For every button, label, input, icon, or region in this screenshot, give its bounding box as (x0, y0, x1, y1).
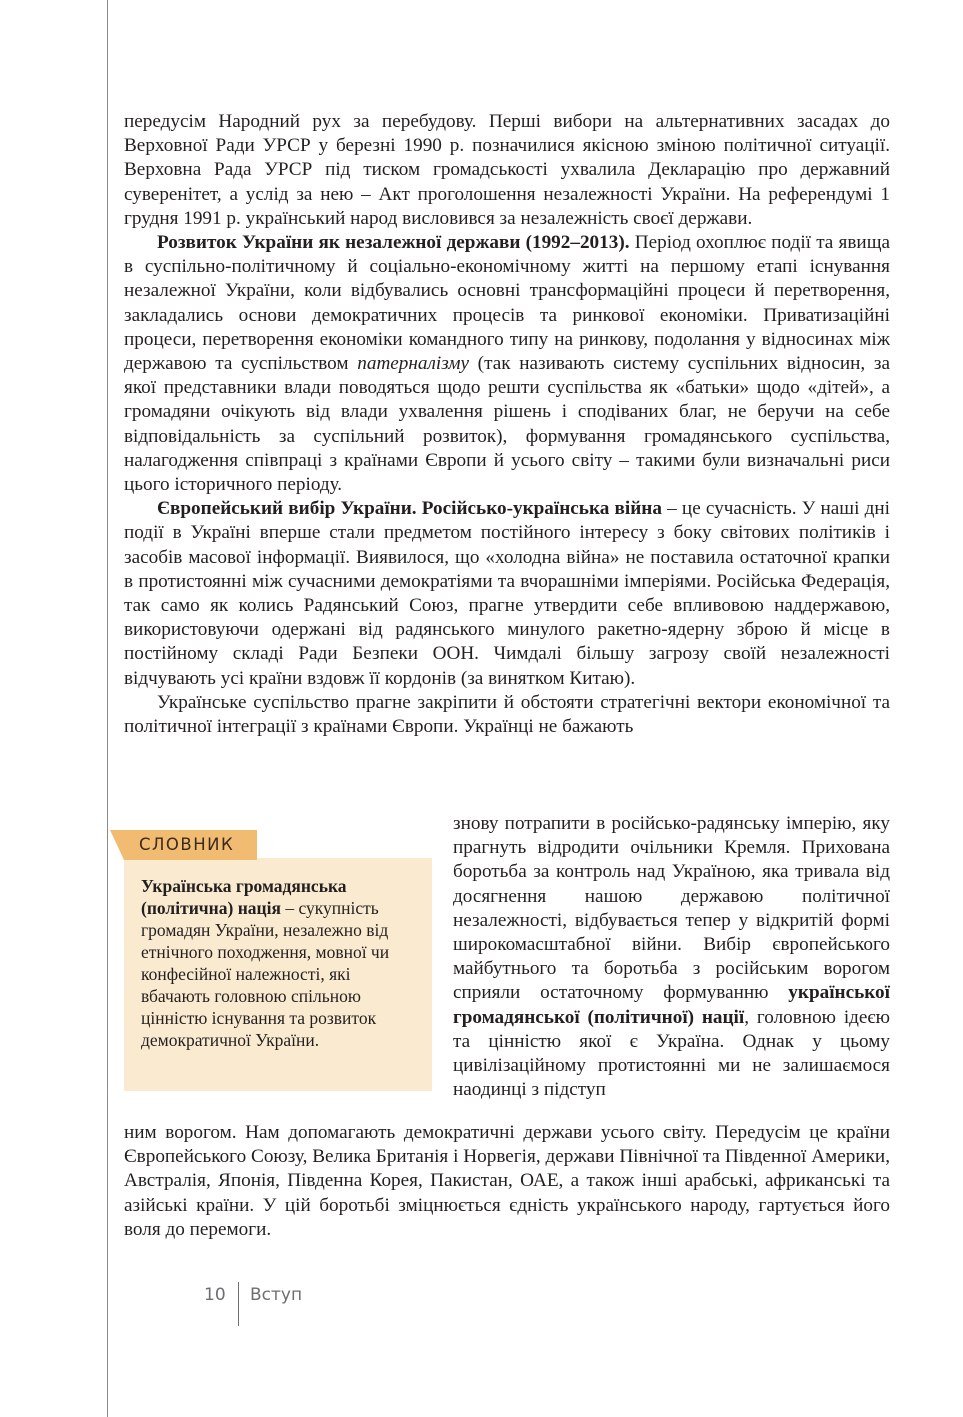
paragraph-2-text-a: Період охоплює події та явища в суспільно-політичному й соціально-економічному житті на першому етапі існування незалежної України, коли відбувались основні трансформаційні процеси й перетворення, закладались основи демократичних процесів та ринкової економіки. Приватизаційні процеси, перетворення економіки командного типу на ринкову, подолання у відносинах між державою та суспільством (124, 232, 890, 375)
paragraph-2 (124, 231, 890, 497)
paragraph-1-text: передусім Народний рух за перебудову. Перші вибори на альтернативних засадах до Верховної Ради УРСР у березні 1990 р. позначилися якісною зміною політичної ситуації. Верховна Рада УРСР під тиском громадськості ухвалила Декларацію про державний суверенітет, а услід за нею – Акт проголошення незалежності України. На референдумі 1 грудня 1991 р. український народ висловився за незалежність своєї держави. (124, 111, 890, 229)
paragraph-4-wrap-text-a: знову потрапити в російсько-радянську імперію, яку прагнуть відродити очільники Кремля. Прихована боротьба за контроль над Україною, яка тривала від досягнення нашою державою політичної незалежності, відбувається тепер у відкритій формі широкомасштабної війни. Вибір європейського майбутнього та боротьба з російським ворогом сприяли остаточному формуванню (453, 813, 890, 1004)
main-text-bottom (124, 1121, 890, 1242)
glossary-label: СЛОВНИК (139, 835, 235, 854)
term-paternalism: патерналізму (357, 353, 469, 375)
glossary-definition: – сукупність громадян України, незалежно від етнічного походження, мовної чи конфесійної належності, які вбачають головною спільною цінністю існування та розвиток демократичної України. (141, 898, 390, 1050)
section-heading-european-choice: Європейський вибір України. Російсько-українська війна (157, 498, 662, 520)
glossary-entry (141, 875, 411, 1051)
footer-divider (238, 1282, 239, 1326)
paragraph-4-wrap-text-b: , головною ідеєю та цінністю якої є Україна. Однак у цьому цивілізаційному протистоянні ми не залишаємося наодинці з підступ (453, 1006, 890, 1101)
paragraph-4-end-text: ним ворогом. Нам допомагають демократичні держави усього світу. Передусім це країни Європейського Союзу, Велика Британія і Норвегія, держави Північної та Південної Америки, Австралія, Японія, Південна Корея, Пакистан, ОАЕ, а також інші арабські, африканські та азійські країни. У цій боротьбі зміцнюється єдність українського народу, гартується його воля до перемоги. (124, 1122, 890, 1240)
main-text-top (124, 110, 890, 739)
term-civic-nation: української громадянської (політичної) нації (453, 982, 890, 1028)
paragraph-3-text: – це сучасність. У наші дні події в Україні вперше стали предметом постійного інтересу з боку світових політиків і засобів масової інформації. Виявилося, що «холодна війна» не поставила остаточної крапки в протистоянні між сучасними демократіями та вчорашніми імперіями. Російська Федерація, так само як колись Радянський Союз, прагне утвердити себе впливовою наддержавою, використовуючи одержані від радянського минулого ракетно-ядерну зброю й місце в постійному складі Ради Безпеки ООН. Чимдалі більшу загрозу своїй незалежності відчувають усі країни вздовж її кордонів (за винятком Китаю). (124, 498, 890, 689)
footer-section-title: Вступ (250, 1285, 303, 1305)
paragraph-4-start-text: Українське суспільство прагне закріпити й обстояти стратегічні вектори економічної та політичної інтеграції з країнами Європи. Українці не бажають (124, 691, 890, 738)
glossary-term: Українська громадянська (політична) нація (141, 876, 347, 918)
paragraph-2-text-b: (так називають систему суспільних відносин, за якої представники влади поводяться щодо решти суспільства як «батьки» щодо «дітей», а громадяни очікують від влади ухвалення рішень і сподіваних благ, не беручи на себе відповідальність за суспільний розвиток), формування громадянського суспільства, налагодження співпраці з країнами Європи й усього світу – такими були визначальні риси цього історичного періоду. (124, 353, 891, 496)
page-margin-line (107, 0, 108, 1417)
paragraph-4-end (124, 1121, 890, 1242)
paragraph-1 (124, 110, 890, 231)
paragraph-4-wrap (453, 812, 890, 1102)
paragraph-4-start (124, 691, 890, 739)
main-text-wrap-column (453, 812, 890, 1102)
page-number: 10 (204, 1285, 226, 1305)
section-heading-independence: Розвиток України як незалежної держави (1992–2013). (157, 232, 630, 254)
paragraph-3 (124, 497, 890, 691)
